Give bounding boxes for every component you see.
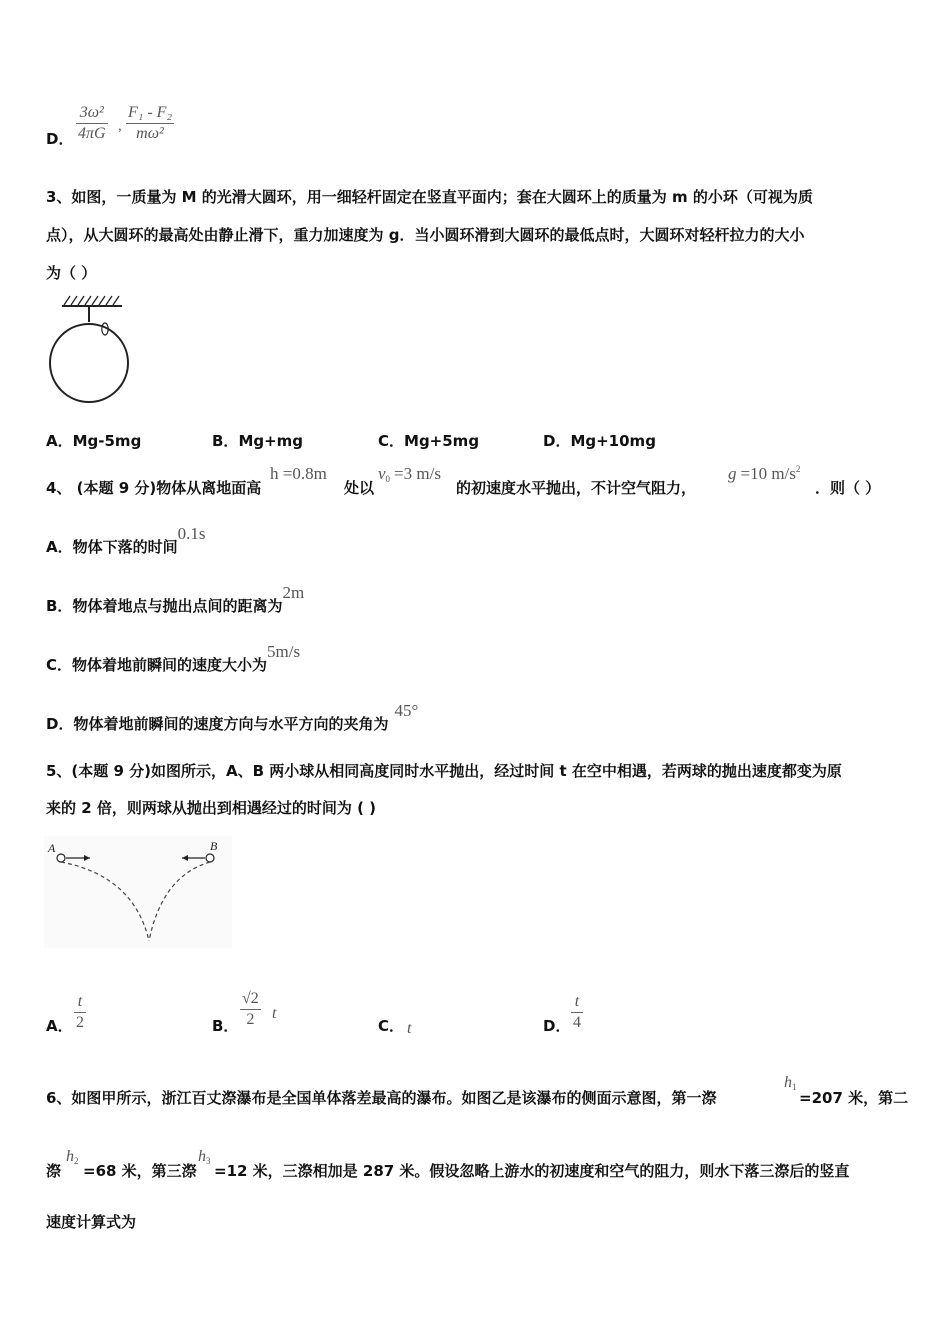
q5-option-b-fraction: √2 2 [242, 990, 259, 1028]
figure-background [44, 836, 232, 948]
q5-stem-line-1: 5、(本题 9 分)如图所示，A、B 两小球从相同高度同时水平抛出，经过时间 t 在空中相遇，若两球的抛出速度都变为原 [46, 762, 842, 780]
q2-option-d-fraction-1 [76, 104, 108, 143]
q3-stem-line-3: 为（ ） [46, 264, 97, 282]
fraction-numerator: F₁ - F₂ [128, 104, 172, 121]
q4-mid-2: 的初速度水平抛出，不计空气阻力， [456, 479, 697, 497]
q3-option-a: A．Mg-5mg [46, 432, 142, 450]
q6-line-1-b: =207 米，第二 [799, 1089, 909, 1107]
q5-projectile-figure [44, 836, 232, 948]
q3-option-b: B．Mg+mg [212, 432, 304, 450]
q5-option-d-fraction: t 4 [573, 993, 581, 1031]
q5-option-d-label: D． [543, 1017, 571, 1035]
q3-stem-line-2: 点），从大圆环的最高处由静止滑下，重力加速度为 g．当小圆环滑到大圆环的最低点时，大圆环对轻杆拉力的大小 [46, 226, 805, 244]
q4-height-expr: h =0.8m [270, 464, 327, 483]
fraction-numerator: 3ω² [79, 104, 104, 121]
q4-option-c: C．物体着地前瞬间的速度大小为5m/s [46, 642, 301, 674]
q5-option-c-value: t [407, 1020, 412, 1037]
q2-option-d-label: D． [46, 130, 74, 148]
q6-line-2-a: 漈 [46, 1162, 62, 1180]
fraction-denominator: 4πG [78, 125, 106, 142]
q3-option-c: C．Mg+5mg [378, 432, 480, 450]
fraction-denominator: mω² [136, 125, 164, 142]
q6-line-3: 速度计算式为 [46, 1213, 137, 1231]
ball-a [57, 854, 65, 862]
q6-h3-symbol: $h_3$ [198, 1148, 211, 1166]
q5-option-a-fraction: t 2 [76, 993, 84, 1031]
q4-option-b: B．物体着地点与抛出点间的距离为2m [46, 583, 305, 615]
q4-option-d: D．物体着地前瞬间的速度方向与水平方向的夹角为45° [46, 701, 419, 733]
q5-option-b-label: B． [212, 1017, 239, 1035]
q6-line-2-b: =68 米，第三漈 [83, 1162, 197, 1180]
q5-option-a-label: A． [46, 1017, 73, 1035]
q3-ring-figure [44, 292, 140, 410]
q4-suffix: ．则（ ） [815, 479, 881, 497]
q4-prefix: 4、 (本题 9 分)物体从离地面高 [46, 479, 262, 497]
q2-option-d-fraction-2 [126, 104, 174, 143]
q5-option-c-label: C． [378, 1017, 405, 1035]
label-b: B [210, 839, 218, 853]
q3-stem-line-1: 3、如图，一质量为 M 的光滑大圆环，用一细轻杆固定在竖直平面内；套在大圆环上的质量为 m 的小环（可视为质 [46, 188, 813, 206]
q6-line-2-c: =12 米，三漈相加是 287 米。假设忽略上游水的初速度和空气的阻力，则水下落三漈后的竖直 [214, 1162, 850, 1180]
q4-velocity-expr: $v_0 =3$ m/s [378, 464, 441, 484]
q2-option-d-separator: , [118, 118, 122, 134]
big-ring [50, 324, 128, 402]
q5-option-b-tail: t [272, 1005, 277, 1022]
ball-b [206, 854, 214, 862]
label-a: A [48, 841, 56, 855]
ceiling-hatch [64, 296, 119, 305]
q4-gravity-expr: g =10 $m/s^2$ [728, 464, 801, 483]
q6-line-1-a: 6、如图甲所示，浙江百丈漈瀑布是全国单体落差最高的瀑布。如图乙是该瀑布的侧面示意图，第一漈 [46, 1089, 717, 1107]
q5-stem-line-2: 来的 2 倍，则两球从抛出到相遇经过的时间为 ( ) [46, 799, 377, 817]
q4-option-a: A．物体下落的时间0.1s [46, 524, 206, 556]
q6-h2-symbol: $h_2$ [66, 1148, 79, 1166]
q3-option-d: D．Mg+10mg [543, 432, 656, 450]
q4-mid-1: 处以 [344, 479, 375, 497]
q6-h1-symbol: $h_1$ [784, 1074, 797, 1092]
